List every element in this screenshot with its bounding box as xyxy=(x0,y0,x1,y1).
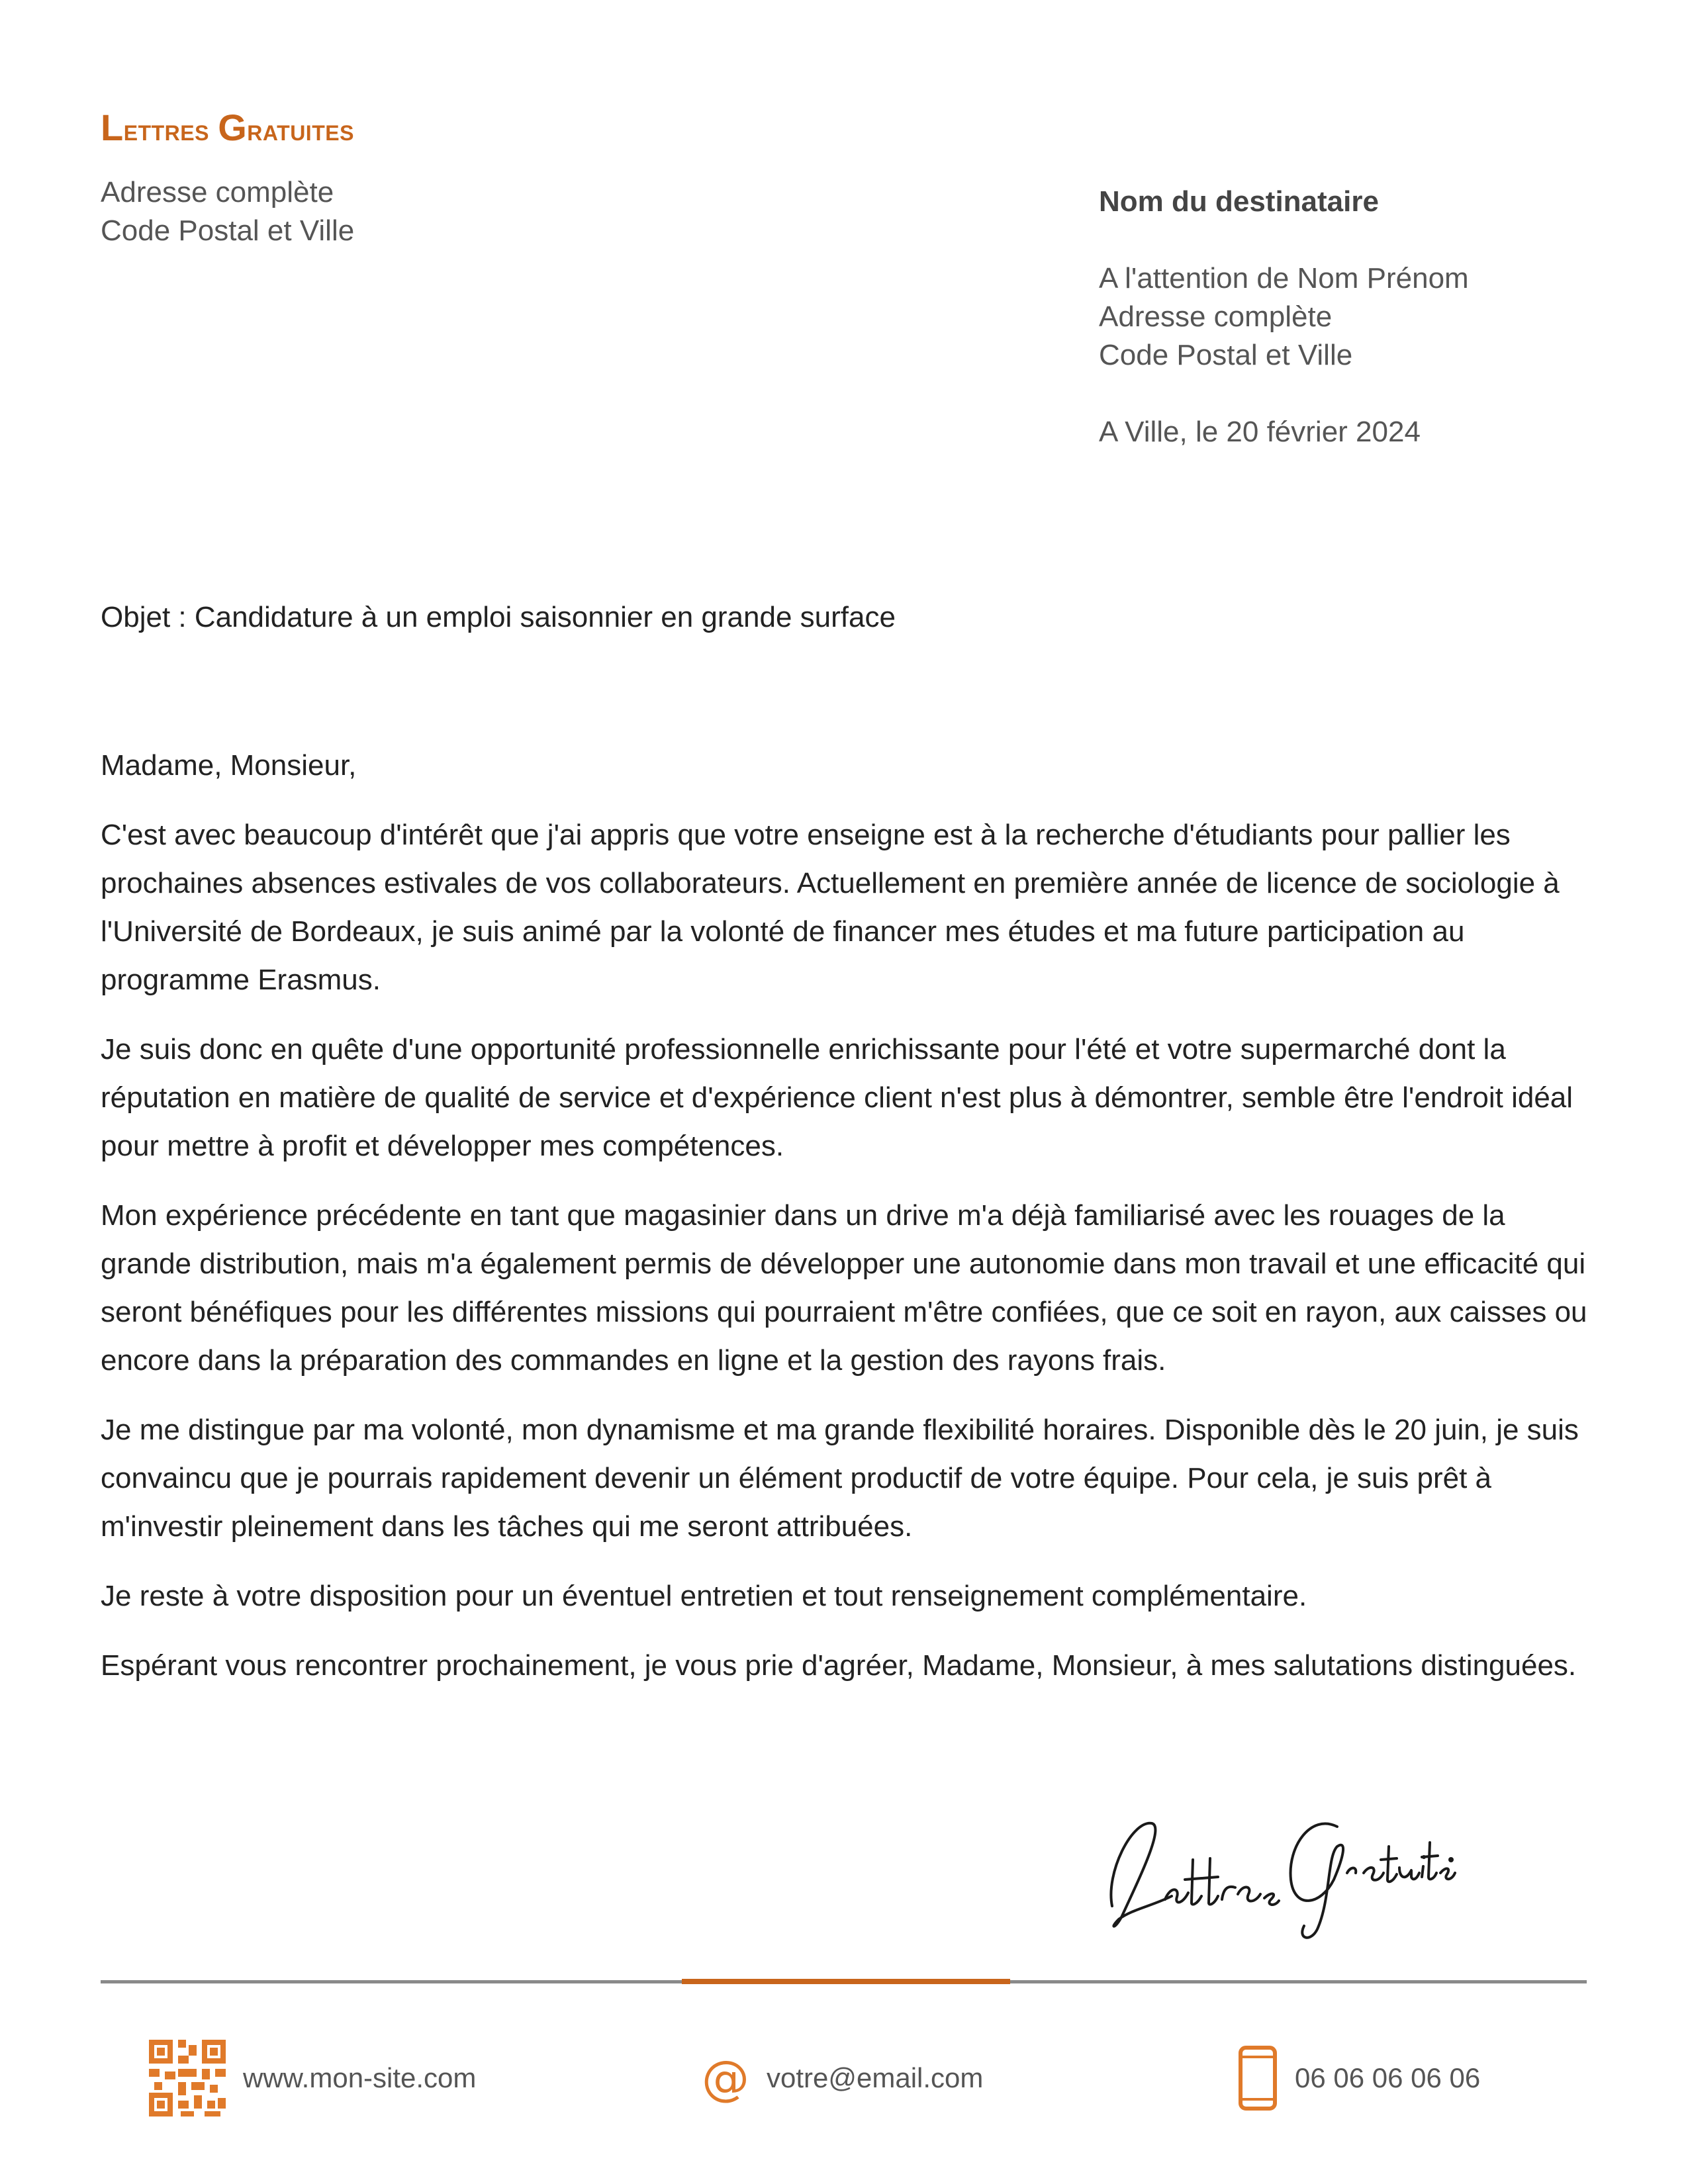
sender-city-line: Code Postal et Ville xyxy=(101,214,355,247)
email-text: votre@email.com xyxy=(767,2062,984,2093)
sender-name-first-rest: ettres xyxy=(123,113,209,147)
recipient-address-line: Adresse complète xyxy=(1099,300,1333,333)
sender-address-line: Adresse complète xyxy=(101,176,334,208)
footer-website xyxy=(149,2038,476,2118)
footer-divider-accent xyxy=(682,1979,1010,1984)
sender-name xyxy=(101,106,354,149)
smartphone-icon xyxy=(1238,2045,1278,2111)
footer-phone xyxy=(1238,2038,1480,2118)
footer-email xyxy=(702,2038,983,2118)
body-paragraph-5: Je reste à votre disposition pour un éventuel entretien et tout renseignement complémentaire. xyxy=(101,1580,1307,1612)
sender-address xyxy=(101,173,354,250)
sender-name-first-initial: L xyxy=(101,107,124,148)
recipient-block xyxy=(1099,183,1469,451)
greeting: Madame, Monsieur, xyxy=(101,749,357,782)
phone-text: 06 06 06 06 06 xyxy=(1295,2062,1481,2093)
qr-code-icon xyxy=(149,2040,226,2116)
handwritten-signature xyxy=(1086,1774,1456,1946)
recipient-name: Nom du destinataire xyxy=(1099,185,1379,218)
body-paragraph-1: C'est avec beaucoup d'intérêt que j'ai appris que votre enseigne est à la recherche d'étudiants pour pallier les prochaines absences estivales de vos collaborateurs. Actuellement en première année de licence de sociologie à l'Université de Bordeaux, je suis animé par la volonté de financer mes études et ma future participation au programme Erasmus. xyxy=(101,819,1560,996)
body-paragraph-6: Espérant vous rencontrer prochainement, je vous prie d'agréer, Madame, Monsieur, à mes salutations distinguées. xyxy=(101,1649,1577,1682)
letter-body xyxy=(101,741,1597,1711)
letter-subject: Objet : Candidature à un emploi saisonnier en grande surface xyxy=(101,601,896,633)
body-paragraph-4: Je me distingue par ma volonté, mon dynamisme et ma grande flexibilité horaires. Disponible dès le 20 juin, je suis convaincu que je pourrais rapidement devenir un élément productif de votre équipe. Pour cela, je suis prêt à m'investir pleinement dans les tâches qui me seront attribuées. xyxy=(101,1414,1579,1543)
body-paragraph-2: Je suis donc en quête d'une opportunité professionnelle enrichissante pour l'été et votre supermarché dont la réputation en matière de qualité de service et d'expérience client n'est plus à démontrer, semble être l'endroit idéal pour mettre à profit et développer mes compétences. xyxy=(101,1033,1573,1162)
recipient-city-line: Code Postal et Ville xyxy=(1099,339,1353,371)
recipient-attention: A l'attention de Nom Prénom xyxy=(1099,262,1469,295)
sender-name-second-rest: ratuites xyxy=(247,113,354,147)
sender-name-second-initial: G xyxy=(218,107,248,148)
body-paragraph-3: Mon expérience précédente en tant que magasinier dans un drive m'a déjà familiarisé avec les rouages de la grande distribution, mais m'a également permis de développer une autonomie dans mon travail et une efficacité qui seront bénéfiques pour les différentes missions qui pourraient m'être confiées, que ce soit en rayon, aux caisses ou encore dans la préparation des commandes en ligne et la gestion des rayons frais. xyxy=(101,1199,1587,1377)
website-text: www.mon-site.com xyxy=(243,2062,477,2093)
letter-date: A Ville, le 20 février 2024 xyxy=(1099,416,1421,448)
at-sign-icon: @ xyxy=(702,2050,749,2106)
